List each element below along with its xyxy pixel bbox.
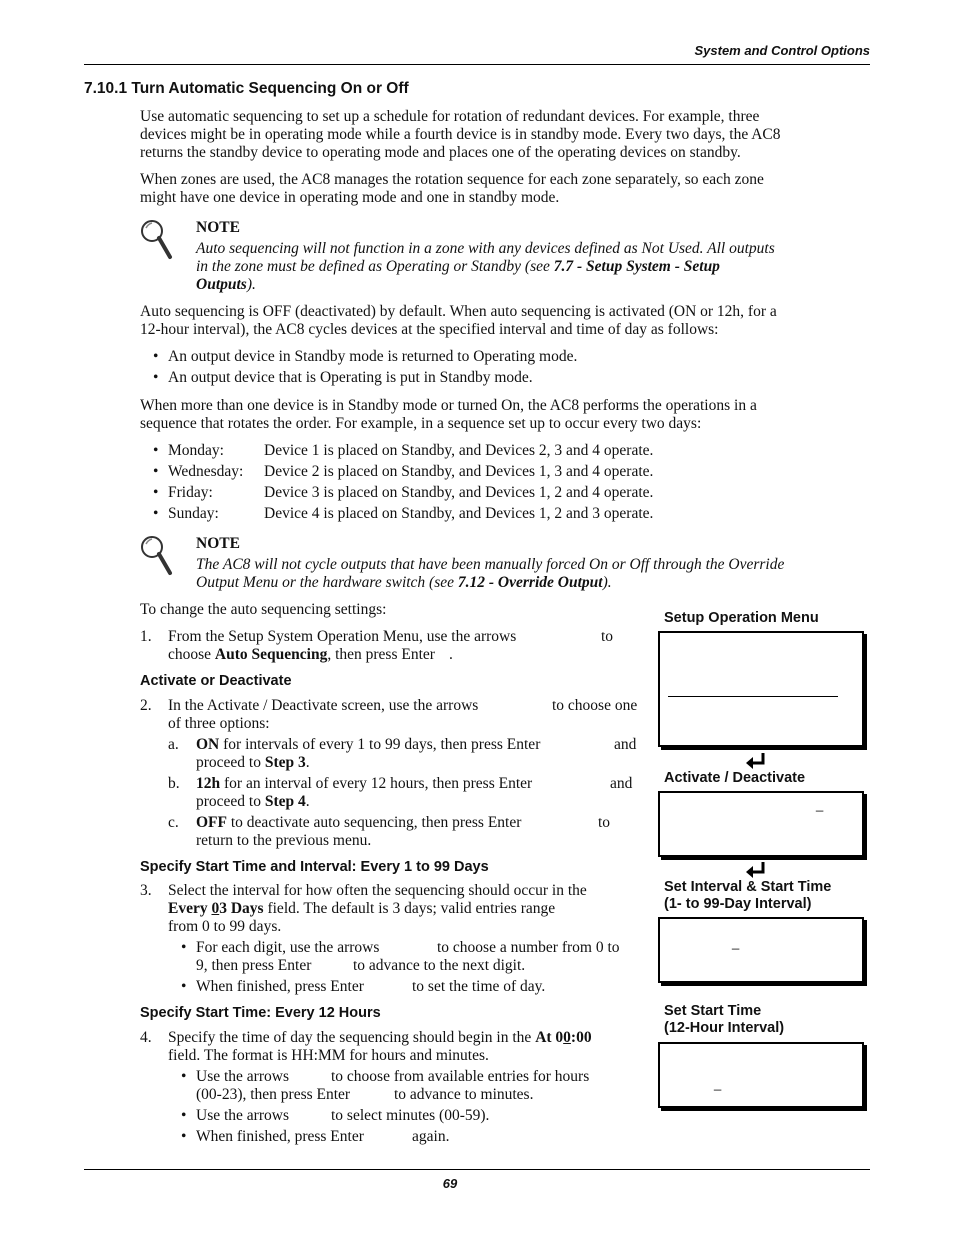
schedule-desc: Device 4 is placed on Standby, and Devices 1, 2 and 3 operate. (264, 505, 654, 522)
bullet: • (181, 939, 187, 956)
lcd-set-start-time (658, 1042, 864, 1108)
header-rule (84, 64, 870, 65)
note-label: NOTE (196, 535, 240, 552)
sub-text: Use the arrows (196, 1107, 289, 1124)
step-text: Every 03 Days field. The default is 3 days; valid entries range (168, 900, 556, 917)
lcd-cursor: _ (714, 1076, 722, 1091)
step-text: Specify the time of day the sequencing should begin in the At 00:00 (168, 1029, 592, 1046)
sub-text: 9, then press Enter (196, 957, 312, 974)
note-text: The AC8 will not cycle outputs that have been manually forced On or Off through the Override Output Menu or the hardware switch (see 7.12 - Override Output). (196, 556, 785, 591)
list-item: An output device in Standby mode is returned to Operating mode. (168, 348, 578, 365)
panel-label: Setup Operation Menu (664, 610, 819, 626)
sub-text: 12h for an interval of every 12 hours, then press Enter (196, 775, 533, 792)
note-label: NOTE (196, 219, 240, 236)
sub-text: proceed to Step 3. (196, 754, 310, 771)
panel-label: Set Interval & Start Time (1- to 99-Day Interval) (664, 879, 832, 912)
sub-text: OFF to deactivate auto sequencing, then press Enter (196, 814, 522, 831)
paragraph-3: Auto sequencing is OFF (deactivated) by default. When auto sequencing is activated (ON or 12h, for a 12-hour interval), the AC8 cycles devices at the specified interval and time of day as follows: (140, 303, 777, 338)
bullet: • (153, 463, 159, 480)
schedule-desc: Device 2 is placed on Standby, and Devices 1, 3 and 4 operate. (264, 463, 654, 480)
step-text: field. The format is HH:MM for hours and minutes. (168, 1047, 489, 1064)
list-item: An output device that is Operating is put in Standby mode. (168, 369, 533, 386)
step-text: choose Auto Sequencing, then press Enter . (168, 646, 453, 663)
intro-paragraph-2: When zones are used, the AC8 manages the rotation sequence for each zone separately, so each zone might have one device in operating mode and one in standby mode. (140, 171, 764, 206)
bullet: • (181, 1068, 187, 1085)
lcd-set-interval (658, 917, 864, 983)
sub-text: to set the time of day. (412, 978, 546, 995)
sub-label: c. (168, 814, 179, 831)
running-header: System and Control Options (694, 43, 870, 58)
sub-text: When finished, press Enter (196, 978, 364, 995)
schedule-day: Wednesday: (168, 463, 244, 480)
sub-label: a. (168, 736, 179, 753)
sub-text: to choose from available entries for hours (331, 1068, 590, 1085)
step-text: In the Activate / Deactivate screen, use the arrows (168, 697, 479, 714)
bullet: • (153, 484, 159, 501)
sub-text: and (610, 775, 633, 792)
lcd-cursor: _ (732, 935, 740, 950)
sub-text: to advance to minutes. (394, 1086, 534, 1103)
step-text: Select the interval for how often the sequencing should occur in the (168, 882, 587, 899)
sub-text: to choose a number from 0 to (437, 939, 620, 956)
bullet: • (153, 505, 159, 522)
magnifier-icon (138, 218, 174, 262)
sub-text: and (614, 736, 637, 753)
footer-rule (84, 1169, 870, 1170)
schedule-day: Monday: (168, 442, 224, 459)
enter-key-icon (745, 751, 767, 771)
lcd-activate-deactivate (658, 791, 864, 857)
subheading: Specify Start Time and Interval: Every 1 to 99 Days (140, 859, 489, 875)
sub-text: to (598, 814, 611, 831)
sub-text: proceed to Step 4. (196, 793, 310, 810)
schedule-day: Friday: (168, 484, 213, 501)
step-text: from 0 to 99 days. (168, 918, 282, 935)
bullet: • (181, 1107, 187, 1124)
sub-label: b. (168, 775, 180, 792)
enter-key-icon (745, 860, 767, 880)
lcd-setup-operation-menu (658, 631, 864, 747)
sub-text: (00-23), then press Enter (196, 1086, 351, 1103)
schedule-day: Sunday: (168, 505, 219, 522)
bullet: • (181, 978, 187, 995)
sub-text: again. (412, 1128, 450, 1145)
note-text: Auto sequencing will not function in a zone with any devices defined as Not Used. All outputs in the zone must be defined as Operating or Standby (see 7.7 - Setup System - Setup Outputs). (196, 240, 775, 293)
bullet: • (181, 1128, 187, 1145)
section-title: 7.10.1 Turn Automatic Sequencing On or Off (84, 80, 409, 97)
sub-text: For each digit, use the arrows (196, 939, 380, 956)
steps-intro: To change the auto sequencing settings: (140, 601, 387, 618)
step-text: to (601, 628, 614, 645)
intro-paragraph-1: Use automatic sequencing to set up a schedule for rotation of redundant devices. For example, three devices might be in operating mode while a fourth device is in standby mode. Every two days, the AC8 returns the standby device to operating mode and places one of the operating devices on standby. (140, 108, 781, 161)
panel-label: Activate / Deactivate (664, 770, 806, 786)
sub-text: ON for intervals of every 1 to 99 days, then press Enter (196, 736, 541, 753)
sub-text: return to the previous menu. (196, 832, 372, 849)
bullet: • (153, 442, 159, 459)
schedule-desc: Device 3 is placed on Standby, and Devices 1, 2 and 4 operate. (264, 484, 654, 501)
menu-underline (668, 696, 838, 697)
step-number: 3. (140, 882, 152, 899)
sub-text: Use the arrows (196, 1068, 289, 1085)
panel-label: Set Start Time (12-Hour Interval) (664, 1003, 785, 1036)
paragraph-4: When more than one device is in Standby mode or turned On, the AC8 performs the operations in a sequence that rotates the order. For example, in a sequence set up to occur every two days: (140, 397, 757, 432)
step-number: 4. (140, 1029, 152, 1046)
step-text: From the Setup System Operation Menu, use the arrows (168, 628, 517, 645)
schedule-desc: Device 1 is placed on Standby, and Devices 2, 3 and 4 operate. (264, 442, 654, 459)
bullet: • (153, 369, 159, 386)
step-text: to choose one (552, 697, 638, 714)
bullet: • (153, 348, 159, 365)
lcd-cursor: _ (816, 797, 824, 812)
subheading: Activate or Deactivate (140, 673, 292, 689)
step-number: 1. (140, 628, 152, 645)
step-number: 2. (140, 697, 152, 714)
step-text: of three options: (168, 715, 270, 732)
magnifier-icon (138, 534, 174, 578)
sub-text: to select minutes (00-59). (331, 1107, 490, 1124)
page-number: 69 (442, 1176, 458, 1191)
sub-text: When finished, press Enter (196, 1128, 364, 1145)
sub-text: to advance to the next digit. (353, 957, 526, 974)
subheading: Specify Start Time: Every 12 Hours (140, 1005, 381, 1021)
